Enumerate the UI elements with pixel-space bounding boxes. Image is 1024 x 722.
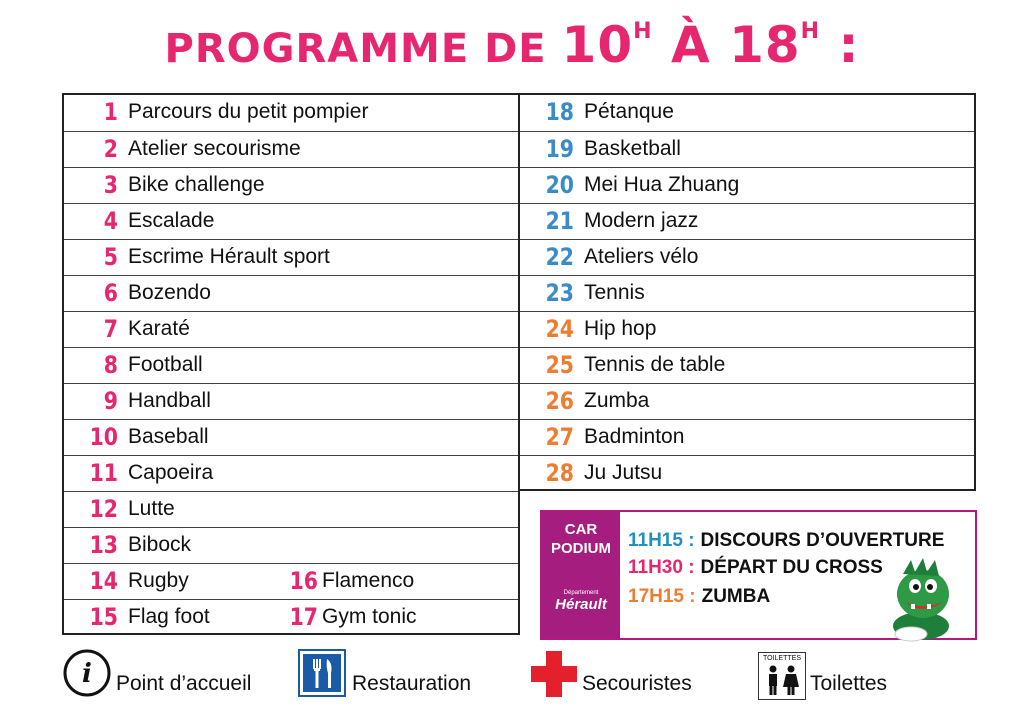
activity-number: 10 <box>89 423 118 451</box>
activity-number: 16 <box>289 567 318 595</box>
table-row <box>520 383 974 420</box>
table-row <box>520 347 974 384</box>
table-row <box>520 167 974 204</box>
activity-number: 20 <box>545 171 574 199</box>
end-hour: 18 <box>729 16 801 74</box>
activity-label: Tennis de table <box>584 353 726 376</box>
toilets-sign-label: TOILETTES <box>763 655 801 662</box>
activity-label: Tennis <box>584 281 645 304</box>
event-time: 17H15 : <box>628 586 696 607</box>
table-row <box>520 239 974 276</box>
activity-label: Modern jazz <box>584 209 699 232</box>
activity-number: 15 <box>89 603 118 631</box>
activity-label: Capoeira <box>128 461 214 484</box>
legend-restauration-label: Restauration <box>352 672 472 695</box>
activity-number: 5 <box>103 243 118 271</box>
car-podium-box <box>540 510 977 640</box>
table-row <box>64 599 518 636</box>
table-row <box>520 311 974 348</box>
activity-number: 7 <box>103 315 118 343</box>
table-row <box>520 275 974 312</box>
table-row <box>64 527 518 564</box>
table-row <box>64 311 518 348</box>
toilets-icon <box>758 652 806 700</box>
activity-label: Escrime Hérault sport <box>128 245 330 268</box>
legend-restauration <box>298 648 498 700</box>
table-row <box>64 167 518 204</box>
activity-number: 13 <box>89 531 118 559</box>
herault-logo <box>542 590 620 614</box>
activity-number: 18 <box>545 98 574 126</box>
activity-label: Flag foot <box>128 605 210 628</box>
table-row <box>64 347 518 384</box>
info-icon <box>62 648 112 698</box>
event-label: ZUMBA <box>701 586 771 607</box>
activity-label: Hip hop <box>584 317 657 340</box>
start-hour: 10 <box>561 16 634 74</box>
activity-number: 23 <box>545 279 574 307</box>
car-label: CAR <box>564 521 598 538</box>
activity-number: 25 <box>545 351 574 379</box>
activity-label: Baseball <box>128 425 209 448</box>
activity-label: Badminton <box>584 425 685 448</box>
activity-label: Football <box>128 353 203 376</box>
table-row <box>64 563 518 600</box>
table-row <box>64 383 518 420</box>
title-connector: À <box>652 16 730 74</box>
table-row <box>64 275 518 312</box>
activity-label: Pétanque <box>584 100 674 123</box>
activity-number: 19 <box>545 135 574 163</box>
activity-number: 8 <box>103 351 118 379</box>
activity-number: 22 <box>545 243 574 271</box>
legend-first-aid-label: Secouristes <box>582 672 692 695</box>
restauration-icon <box>298 649 346 697</box>
activity-number: 21 <box>545 207 574 235</box>
activity-number: 11 <box>89 459 118 487</box>
legend-toilets <box>758 648 918 700</box>
activity-number: 24 <box>545 315 574 343</box>
activity-label: Atelier secourisme <box>128 137 301 160</box>
activity-label: Lutte <box>128 497 175 520</box>
table-row <box>520 203 974 240</box>
table-row <box>64 131 518 168</box>
activity-label: Bozendo <box>128 281 211 304</box>
table-row <box>64 419 518 456</box>
svg-text:i: i <box>82 659 92 689</box>
activity-number: 3 <box>103 171 118 199</box>
event-time: 11H15 : <box>628 530 695 551</box>
activity-label: Handball <box>128 389 211 412</box>
hour-suffix: H <box>633 19 653 44</box>
legend-info <box>62 648 282 700</box>
activity-number: 28 <box>545 459 574 487</box>
legend-toilets-label: Toilettes <box>810 672 888 695</box>
podium-label: PODIUM <box>551 540 611 557</box>
table-row <box>64 491 518 528</box>
table-row <box>520 419 974 456</box>
activities-table-right <box>518 93 976 491</box>
activities-table-left <box>62 93 520 635</box>
table-row <box>520 95 974 131</box>
activity-label: Bibock <box>128 533 192 556</box>
activity-number: 27 <box>545 423 574 451</box>
title-colon: : <box>820 16 860 74</box>
dept-name: Hérault <box>555 596 607 613</box>
table-row <box>64 95 518 131</box>
crocodile-mascot-icon <box>881 554 961 642</box>
activity-label: Gym tonic <box>322 605 417 628</box>
title-prefix: PROGRAMME DE <box>164 26 562 72</box>
activity-number: 17 <box>289 603 318 631</box>
activity-number: 26 <box>545 387 574 415</box>
activity-label: Bike challenge <box>128 173 265 196</box>
activity-label: Basketball <box>584 137 681 160</box>
activity-label: Rugby <box>128 569 189 592</box>
activity-number: 12 <box>89 495 118 523</box>
activity-number: 6 <box>103 279 118 307</box>
event-label: DISCOURS D’OUVERTURE <box>700 530 945 551</box>
activity-number: 1 <box>103 98 118 126</box>
activity-label: Zumba <box>584 389 650 412</box>
table-row <box>520 131 974 168</box>
hour-suffix: H <box>800 19 821 44</box>
activity-label: Flamenco <box>322 569 415 592</box>
podium-event <box>628 586 770 608</box>
activity-label: Ju Jutsu <box>584 461 663 484</box>
activity-label: Karaté <box>128 317 190 340</box>
activity-number: 9 <box>103 387 118 415</box>
podium-event <box>628 557 883 579</box>
page-title <box>0 16 1024 74</box>
activity-label: Ateliers vélo <box>584 245 699 268</box>
first-aid-cross-icon <box>530 650 578 698</box>
legend-first-aid <box>530 648 720 700</box>
activity-number: 2 <box>103 135 118 163</box>
legend-info-label: Point d’accueil <box>116 672 252 695</box>
podium-side-panel <box>542 512 620 638</box>
activity-label: Mei Hua Zhuang <box>584 173 740 196</box>
activity-number: 14 <box>89 567 118 595</box>
event-label: DÉPART DU CROSS <box>700 557 883 578</box>
table-row <box>64 455 518 492</box>
table-row <box>64 203 518 240</box>
activity-number: 4 <box>103 207 118 235</box>
podium-event <box>628 530 944 552</box>
activity-label: Parcours du petit pompier <box>128 100 369 123</box>
activity-label: Escalade <box>128 209 215 232</box>
table-row <box>64 239 518 276</box>
dept-small-label: Département <box>563 590 599 596</box>
event-time: 11H30 : <box>628 557 695 578</box>
table-row <box>520 455 974 492</box>
